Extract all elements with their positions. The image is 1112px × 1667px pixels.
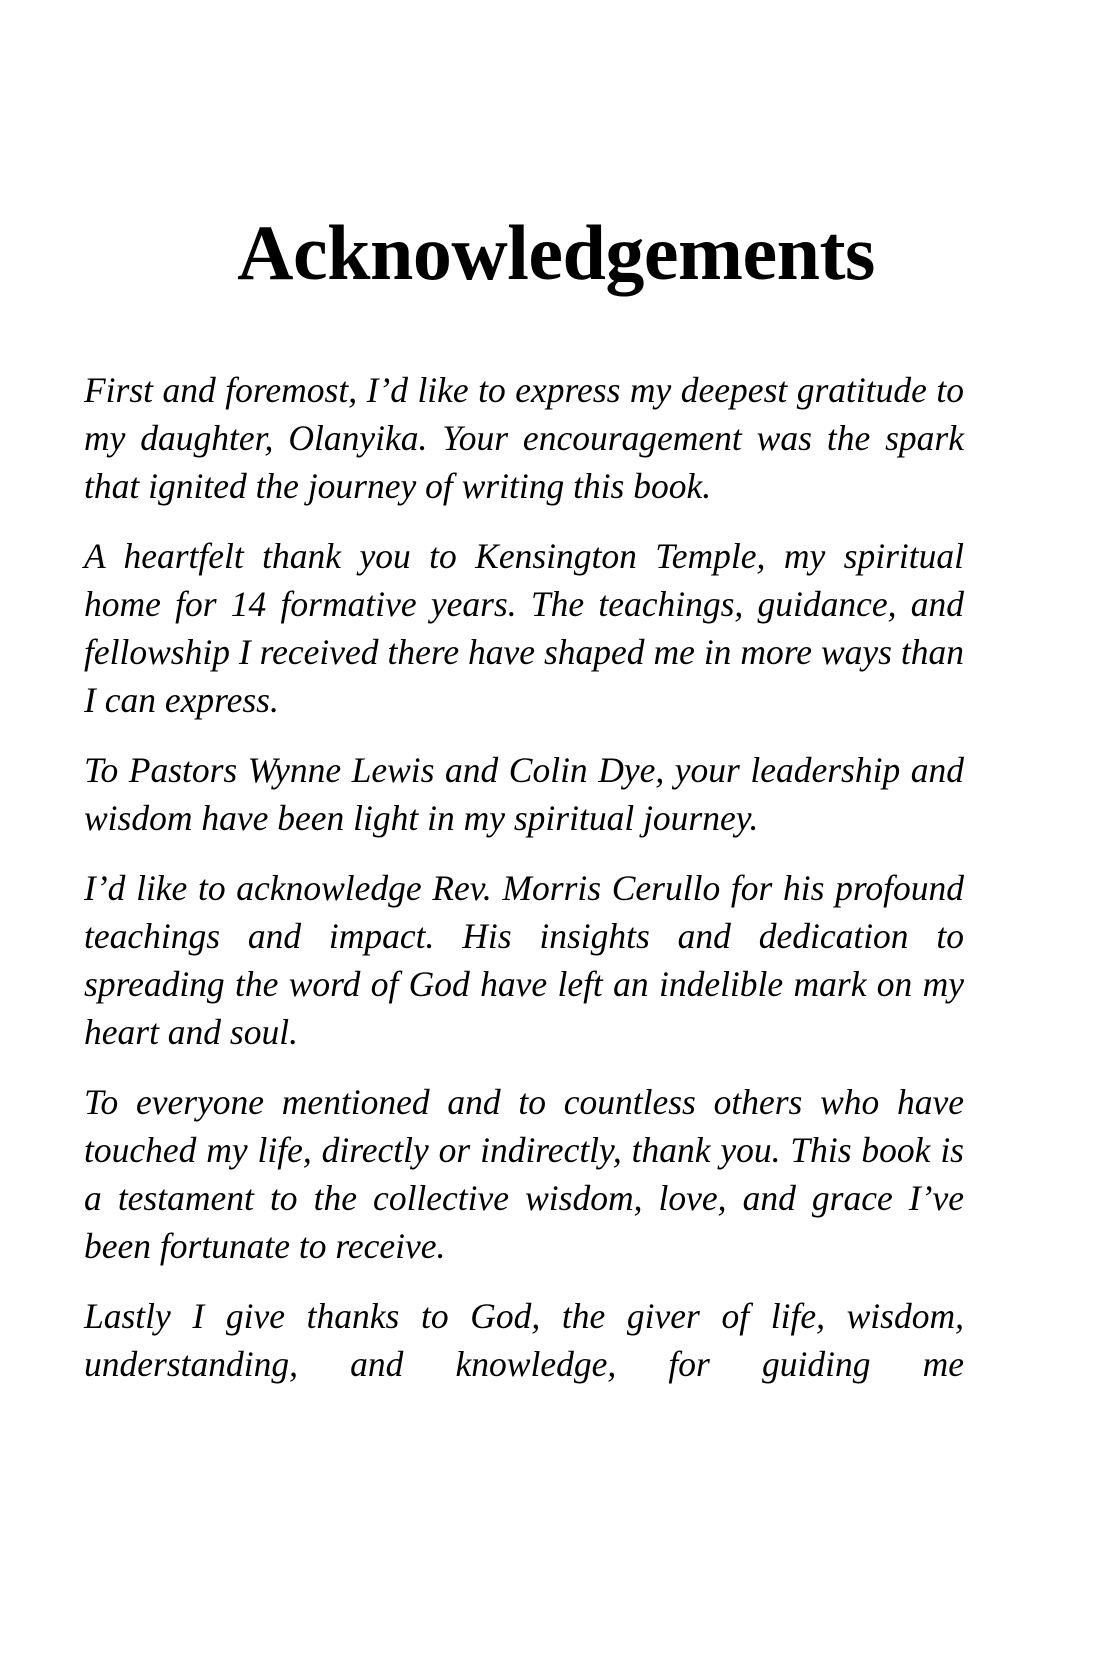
page-title: Acknowledgements — [237, 209, 875, 296]
paragraph-4: I’d like to acknowledge Rev. Morris Cerullo for his profound teachings and impact. His insights and dedication to spreading the word of God have left an indelible mark on my heart and soul. — [84, 868, 964, 1052]
paragraph-1: First and foremost, I’d like to express my deepest gratitude to my daughter, Olanyika. Your encouragement was the spark that ignited the journey of writing this book. — [84, 370, 964, 506]
paragraph-2: A heartfelt thank you to Kensington Temple, my spiritual home for 14 formative years. The teachings, guidance, and fellowship I received there have shaped me in more ways than I can express. — [84, 536, 964, 720]
paragraph-5: To everyone mentioned and to countless others who have touched my life, directly or indirectly, thank you. This book is a testament to the collective wisdom, love, and grace I’ve been fortunate to receive. — [84, 1082, 964, 1266]
paragraph-6: Lastly I give thanks to God, the giver of life, wisdom, understanding, and knowledge, for guiding me — [84, 1296, 964, 1384]
body-text-block — [84, 366, 964, 1436]
paragraph-3: To Pastors Wynne Lewis and Colin Dye, your leadership and wisdom have been light in my spiritual journey. — [84, 750, 964, 838]
